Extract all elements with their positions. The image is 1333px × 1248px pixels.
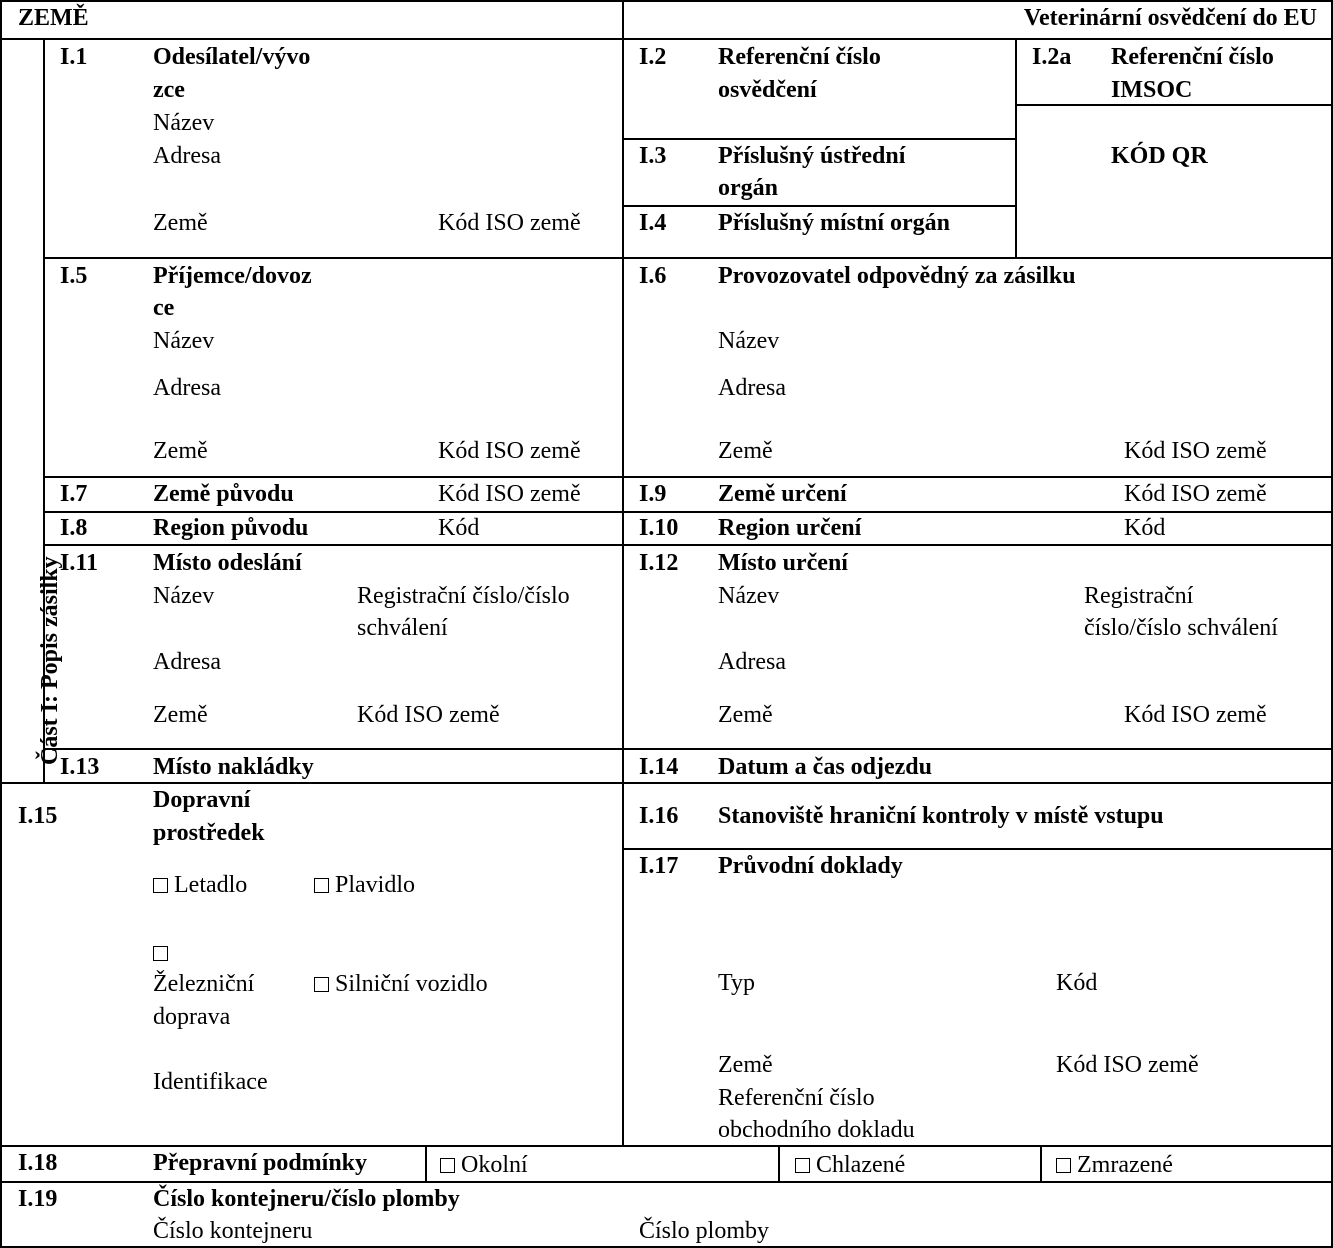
aircraft-checkbox[interactable] [153, 878, 168, 893]
field-i10-number: I.10 [639, 515, 679, 541]
field-i15-title: prostředek [153, 820, 265, 846]
field-i9-number: I.9 [639, 481, 667, 507]
vessel-checkbox[interactable] [314, 878, 329, 893]
field-i11-name-label: Název [153, 583, 215, 609]
field-i11-country-label: Země [153, 702, 208, 728]
transport-vessel-option[interactable] [314, 869, 415, 902]
field-i5-country-label: Země [153, 438, 208, 464]
chilled-label: Chlazené [816, 1152, 906, 1178]
field-i16-number: I.16 [639, 803, 679, 829]
field-i6-address-label: Adresa [718, 375, 786, 401]
divider [622, 0, 624, 1146]
field-i1-iso-label: Kód ISO země [438, 210, 581, 236]
field-i17-title: Průvodní doklady [718, 853, 903, 879]
field-i7-number: I.7 [60, 481, 88, 507]
field-i6-name-label: Název [718, 328, 780, 354]
divider [1040, 1145, 1042, 1182]
field-i1-title: Odesílatel/vývo [153, 44, 311, 70]
field-i5-title: Příjemce/dovoz [153, 263, 312, 289]
seal-number-label: Číslo plomby [639, 1218, 770, 1244]
divider [43, 748, 1333, 750]
field-i8-number: I.8 [60, 515, 88, 541]
field-i11-title: Místo odeslání [153, 550, 302, 576]
road-label: Silniční vozidlo [335, 971, 488, 997]
field-i1-name-label: Název [153, 110, 215, 136]
field-i14-title: Datum a čas odjezdu [718, 754, 932, 780]
field-i17-iso-label: Kód ISO země [1056, 1052, 1199, 1078]
field-i2-number: I.2 [639, 44, 667, 70]
country-header: ZEMĚ [18, 5, 89, 31]
vessel-label: Plavidlo [335, 872, 416, 898]
transport-road-option[interactable] [314, 968, 488, 1001]
frozen-label: Zmrazené [1077, 1152, 1173, 1178]
field-i5-name-label: Název [153, 328, 215, 354]
field-i6-iso-label: Kód ISO země [1124, 438, 1267, 464]
field-i17-number: I.17 [639, 853, 679, 879]
field-i12-registration-label: číslo/číslo schválení [1084, 615, 1278, 641]
field-i10-title: Region určení [718, 515, 862, 541]
field-i17-reference-label: Referenční číslo [718, 1085, 875, 1111]
field-i13-number: I.13 [60, 754, 100, 780]
field-i5-iso-label: Kód ISO země [438, 438, 581, 464]
divider [778, 1145, 780, 1182]
field-i15-identification-label: Identifikace [153, 1069, 268, 1095]
transport-aircraft-option[interactable] [153, 869, 247, 902]
field-i1-title: zce [153, 77, 185, 103]
field-i1-country-label: Země [153, 210, 208, 236]
field-i5-address-label: Adresa [153, 375, 221, 401]
field-i15-number: I.15 [18, 803, 58, 829]
field-i2-title: osvědčení [718, 77, 817, 103]
chilled-checkbox[interactable] [795, 1158, 810, 1173]
qr-code-label: KÓD QR [1111, 143, 1208, 169]
field-i14-number: I.14 [639, 754, 679, 780]
field-i1-address-label: Adresa [153, 143, 221, 169]
field-i2a-title: Referenční číslo [1111, 44, 1274, 70]
field-i9-title: Země určení [718, 481, 847, 507]
field-i11-registration-label: Registrační číslo/číslo schválení [357, 583, 570, 641]
condition-frozen-option[interactable] [1056, 1149, 1173, 1182]
field-i7-title: Země původu [153, 481, 294, 507]
ambient-checkbox[interactable] [440, 1158, 455, 1173]
road-checkbox[interactable] [314, 977, 329, 992]
part-one-label: Část I: Popis zásilky [37, 556, 63, 765]
field-i12-name-label: Název [718, 583, 780, 609]
field-i8-code-label: Kód [438, 515, 480, 541]
field-i11-iso-label: Kód ISO země [357, 702, 500, 728]
field-i17-reference-label: obchodního dokladu [718, 1117, 915, 1143]
divider [425, 1145, 427, 1182]
aircraft-label: Letadlo [174, 872, 248, 898]
rail-label: Železniční [153, 971, 255, 997]
ambient-label: Okolní [461, 1152, 528, 1178]
field-i1-number: I.1 [60, 44, 88, 70]
field-i19-title: Číslo kontejneru/číslo plomby [153, 1186, 460, 1212]
field-i6-title: Provozovatel odpovědný za zásilku [718, 263, 1076, 289]
container-number-label: Číslo kontejneru [153, 1218, 313, 1244]
field-i19-number: I.19 [18, 1186, 58, 1212]
field-i12-number: I.12 [639, 550, 679, 576]
field-i10-code-label: Kód [1124, 515, 1166, 541]
rail-checkbox[interactable] [153, 946, 168, 961]
border-left [0, 0, 2, 1248]
field-i4-number: I.4 [639, 210, 667, 236]
field-i12-address-label: Adresa [718, 649, 786, 675]
condition-chilled-option[interactable] [795, 1149, 905, 1182]
field-i15-title: Dopravní [153, 787, 251, 813]
field-i17-country-label: Země [718, 1052, 773, 1078]
field-i13-title: Místo nakládky [153, 754, 314, 780]
divider [0, 38, 1333, 40]
field-i4-title: Příslušný místní orgán [718, 210, 951, 236]
field-i12-registration-label: Registrační [1084, 583, 1194, 609]
field-i6-number: I.6 [639, 263, 667, 289]
rail-label: doprava [153, 1004, 231, 1030]
field-i11-number: I.11 [60, 550, 99, 576]
field-i6-country-label: Země [718, 438, 773, 464]
field-i3-title: orgán [718, 175, 778, 201]
field-i5-number: I.5 [60, 263, 88, 289]
field-i12-iso-label: Kód ISO země [1124, 702, 1267, 728]
field-i18-number: I.18 [18, 1150, 58, 1176]
field-i3-number: I.3 [639, 143, 667, 169]
field-i3-title: Příslušný ústřední [718, 143, 906, 169]
field-i12-country-label: Země [718, 702, 773, 728]
field-i8-title: Region původu [153, 515, 309, 541]
field-i17-type-label: Typ [718, 970, 755, 996]
field-i17-code-label: Kód [1056, 970, 1098, 996]
field-i5-title: ce [153, 295, 175, 321]
frozen-checkbox[interactable] [1056, 1158, 1071, 1173]
divider [1015, 38, 1017, 258]
field-i11-address-label: Adresa [153, 649, 221, 675]
field-i2a-title: IMSOC [1111, 77, 1193, 103]
divider [43, 257, 1333, 259]
condition-ambient-option[interactable] [440, 1149, 528, 1182]
field-i2a-number: I.2a [1032, 44, 1072, 70]
field-i16-title: Stanoviště hraniční kontroly v místě vstupu [718, 803, 1164, 829]
certificate-title: Veterinární osvědčení do EU [1023, 5, 1317, 31]
field-i7-iso-label: Kód ISO země [438, 481, 581, 507]
field-i2-title: Referenční číslo [718, 44, 881, 70]
field-i9-iso-label: Kód ISO země [1124, 481, 1267, 507]
field-i12-title: Místo určení [718, 550, 848, 576]
field-i18-title: Přepravní podmínky [153, 1150, 368, 1176]
